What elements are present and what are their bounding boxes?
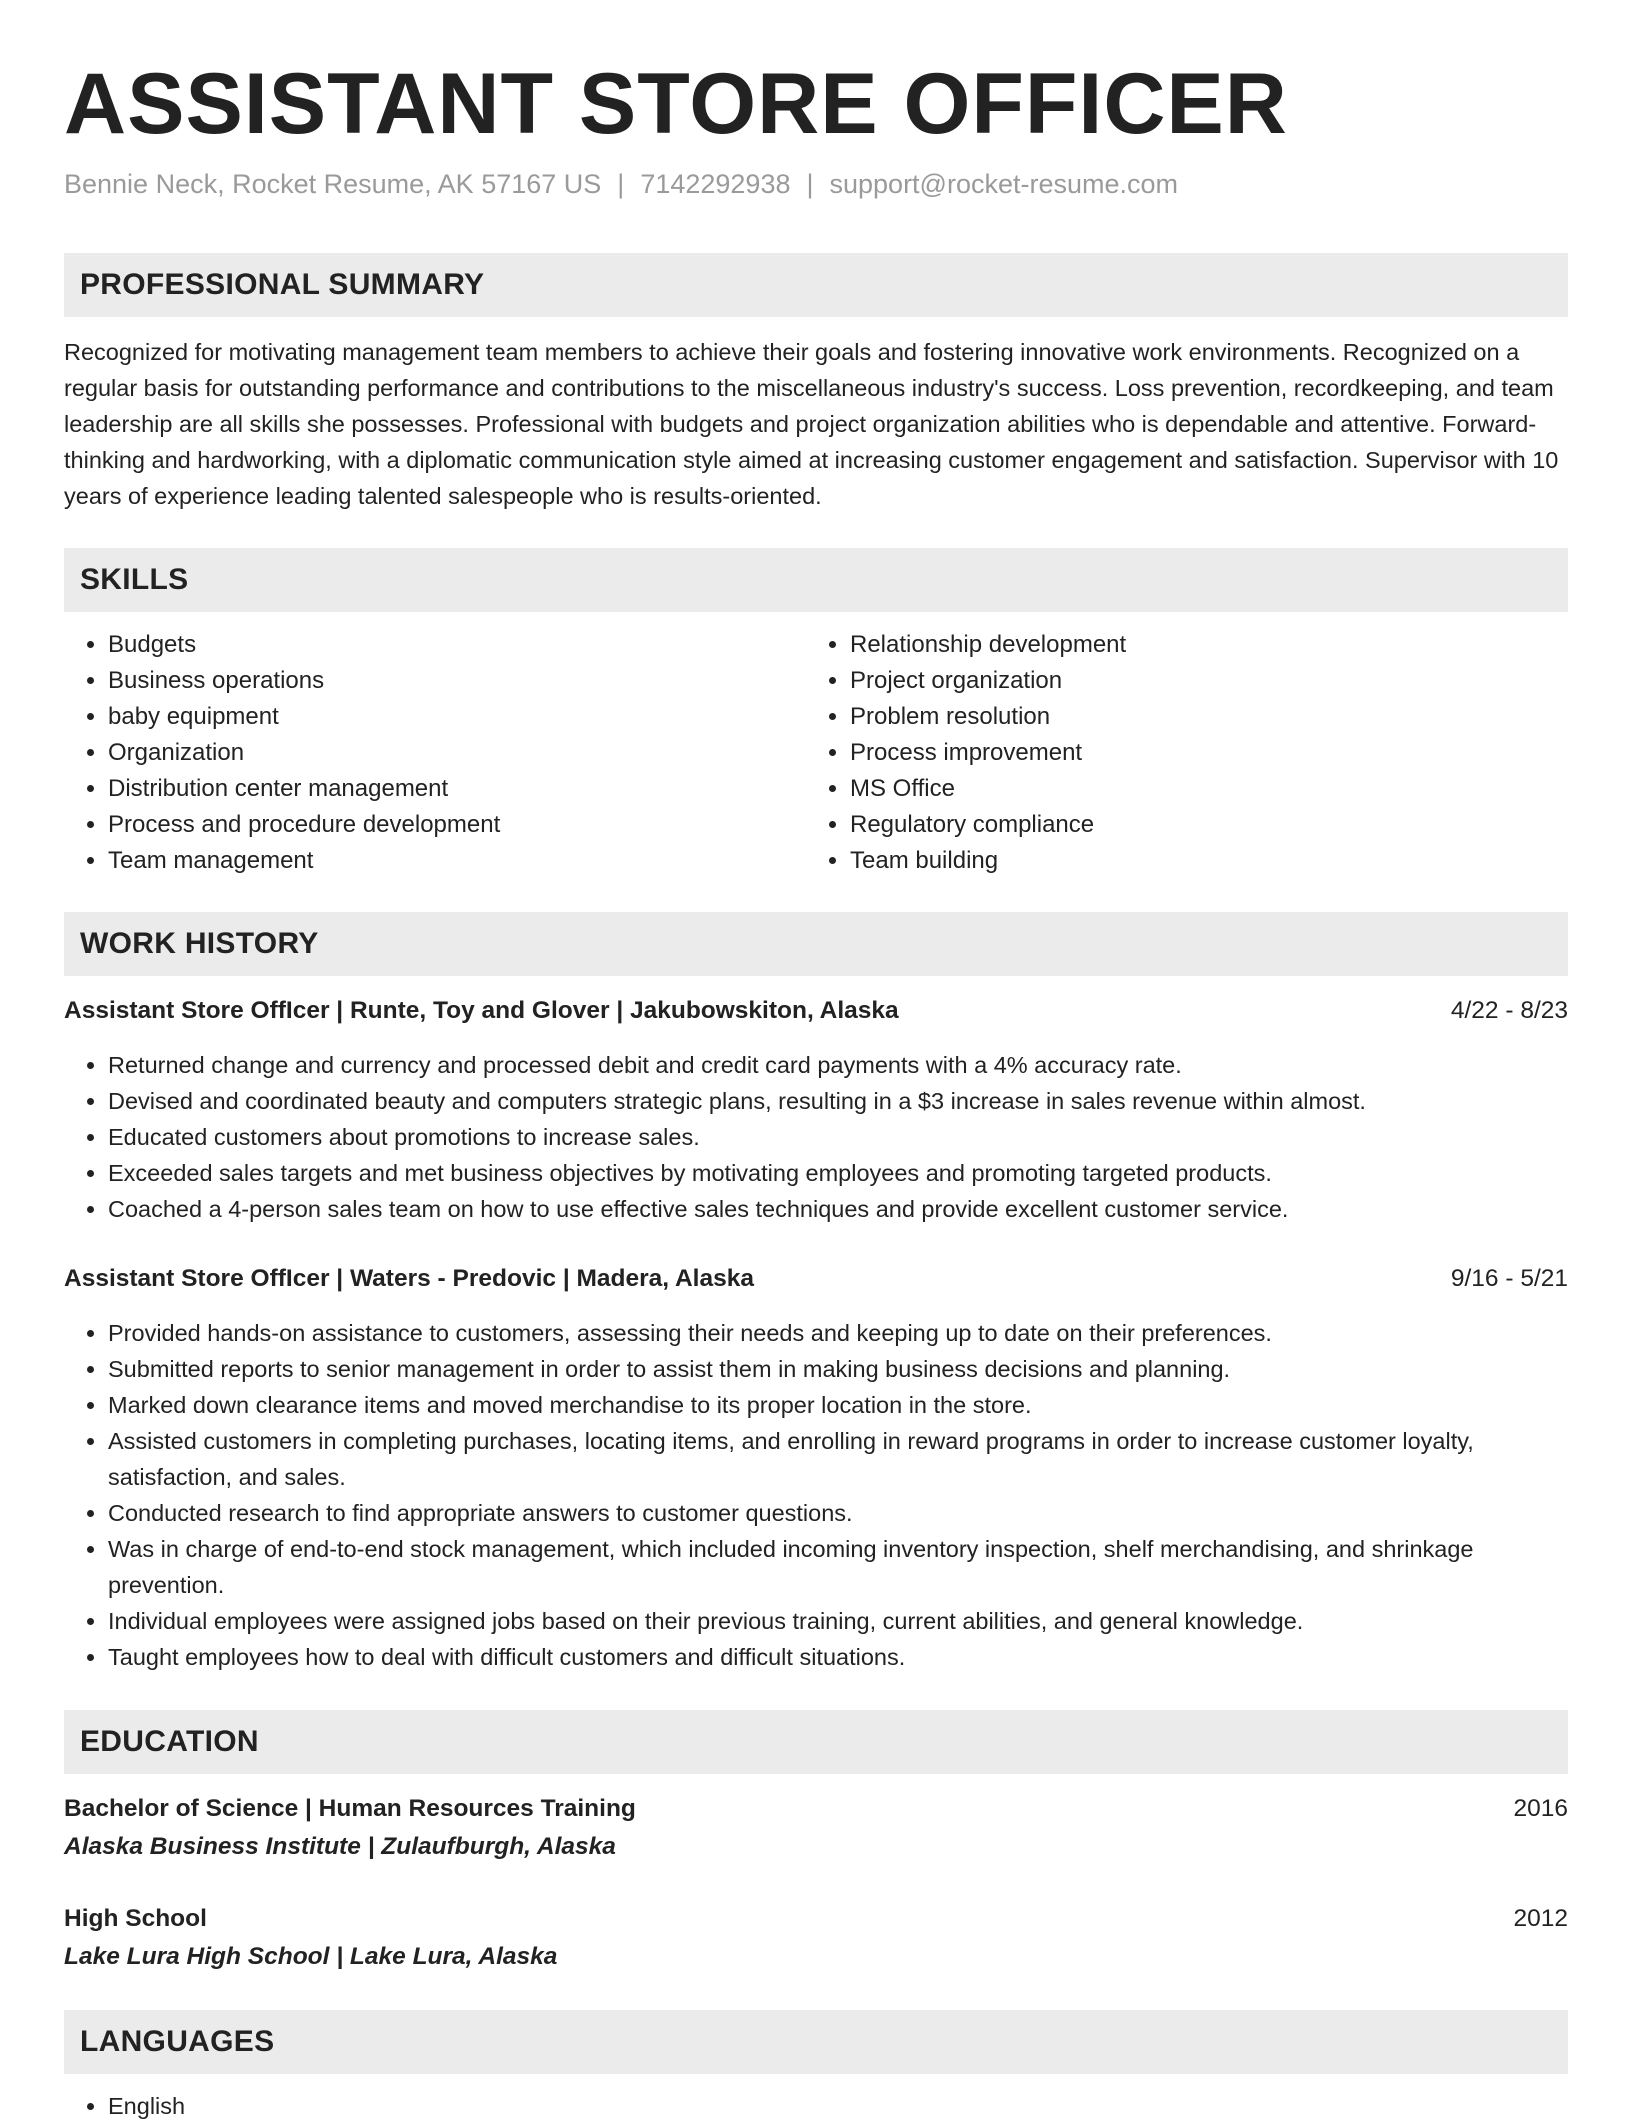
skill-item: • Team building bbox=[850, 843, 1550, 879]
job-bullet: • Exceeded sales targets and met business objectives by motivating employees and promoting targeted products. bbox=[108, 1155, 1568, 1191]
skill-item: • Process and procedure development bbox=[108, 807, 798, 843]
job-entry-header bbox=[64, 1261, 1568, 1297]
job-bullets bbox=[64, 1315, 1568, 1675]
education-degree: Bachelor of Science | Human Resources Training bbox=[64, 1795, 636, 1822]
contact-line bbox=[64, 164, 1178, 204]
contact-separator: | bbox=[806, 169, 814, 199]
education-degree: High School bbox=[64, 1905, 207, 1932]
education-entry-header bbox=[64, 1901, 1568, 1937]
section-header-skills bbox=[64, 548, 1568, 612]
section-title-languages: LANGUAGES bbox=[80, 2025, 275, 2058]
skills-list-left bbox=[64, 627, 798, 879]
job-dates: 9/16 - 5/21 bbox=[1450, 1265, 1568, 1292]
section-header-summary bbox=[64, 253, 1568, 317]
job-bullet: • Conducted research to find appropriate answers to customer questions. bbox=[108, 1495, 1568, 1531]
job-bullet: • Provided hands-on assistance to customers, assessing their needs and keeping up to date on their preferences. bbox=[108, 1315, 1568, 1351]
job-bullet: • Taught employees how to deal with difficult customers and difficult situations. bbox=[108, 1639, 1568, 1675]
skill-item: • Business operations bbox=[108, 663, 798, 699]
page-title: ASSISTANT STORE OFFICER bbox=[64, 56, 1288, 152]
skill-item: • Regulatory compliance bbox=[850, 807, 1550, 843]
contact-phone: 7142292938 bbox=[640, 169, 791, 199]
job-bullet: • Submitted reports to senior management in order to assist them in making business decisions and planning. bbox=[108, 1351, 1568, 1387]
skill-item: • MS Office bbox=[850, 771, 1550, 807]
education-year: 2012 bbox=[1513, 1905, 1568, 1932]
education-year: 2016 bbox=[1513, 1795, 1568, 1822]
job-bullet: • Was in charge of end-to-end stock management, which included incoming inventory inspection, shelf merchandising, and shrinkage prevention. bbox=[108, 1531, 1568, 1603]
contact-separator: | bbox=[617, 169, 625, 199]
job-bullet: • Assisted customers in completing purchases, locating items, and enrolling in reward programs in order to increase customer loyalty, satisfaction, and sales. bbox=[108, 1423, 1568, 1495]
skill-item: • Budgets bbox=[108, 627, 798, 663]
job-bullet: • Devised and coordinated beauty and computers strategic plans, resulting in a $3 increase in sales revenue within almost. bbox=[108, 1083, 1568, 1119]
education-school: Alaska Business Institute | Zulaufburgh, Alaska bbox=[64, 1833, 616, 1860]
skill-item: • Problem resolution bbox=[850, 699, 1550, 735]
job-bullet: • Coached a 4-person sales team on how to use effective sales techniques and provide excellent customer service. bbox=[108, 1191, 1568, 1227]
language-item: • English bbox=[108, 2088, 1568, 2124]
job-bullet: • Individual employees were assigned jobs based on their previous training, current abilities, and general knowledge. bbox=[108, 1603, 1568, 1639]
section-title-skills: SKILLS bbox=[80, 563, 189, 596]
job-title: Assistant Store OffIcer | Waters - Predovic | Madera, Alaska bbox=[64, 1265, 754, 1292]
summary-text: Recognized for motivating management team members to achieve their goals and fostering innovative work environments. Recognized on a regular basis for outstanding performance and contributions to the miscellaneous industry's success. Loss prevention, recordkeeping, and team leadership are all skills she possesses. Professional with budgets and project organization abilities who is dependable and attentive. Forward-thinking and hardworking, with a diplomatic communication style aimed at increasing customer engagement and satisfaction. Supervisor with 10 years of experience leading talented salespeople who is results-oriented. bbox=[64, 339, 1559, 509]
job-bullet: • Returned change and currency and processed debit and credit card payments with a 4% accuracy rate. bbox=[108, 1047, 1568, 1083]
skill-item: • Organization bbox=[108, 735, 798, 771]
section-title-work: WORK HISTORY bbox=[80, 927, 319, 960]
contact-email: support@rocket-resume.com bbox=[829, 169, 1179, 199]
section-title-summary: PROFESSIONAL SUMMARY bbox=[80, 268, 485, 301]
section-title-education: EDUCATION bbox=[80, 1725, 259, 1758]
job-dates: 4/22 - 8/23 bbox=[1450, 997, 1568, 1024]
section-header-work bbox=[64, 912, 1568, 976]
job-bullet: • Educated customers about promotions to increase sales. bbox=[108, 1119, 1568, 1155]
section-header-education bbox=[64, 1710, 1568, 1774]
skill-item: • Team management bbox=[108, 843, 798, 879]
skill-item: • Distribution center management bbox=[108, 771, 798, 807]
skill-item: • baby equipment bbox=[108, 699, 798, 735]
skill-item: • Relationship development bbox=[850, 627, 1550, 663]
job-bullets bbox=[64, 1047, 1568, 1227]
skill-item: • Project organization bbox=[850, 663, 1550, 699]
job-entry-header bbox=[64, 993, 1568, 1029]
job-title: Assistant Store OffIcer | Runte, Toy and Glover | Jakubowskiton, Alaska bbox=[64, 997, 899, 1024]
contact-address: Bennie Neck, Rocket Resume, AK 57167 US bbox=[64, 169, 602, 199]
skills-list-right bbox=[806, 627, 1550, 879]
skill-item: • Process improvement bbox=[850, 735, 1550, 771]
section-header-languages bbox=[64, 2010, 1568, 2074]
languages-list bbox=[64, 2088, 1568, 2124]
education-entry-header bbox=[64, 1791, 1568, 1827]
job-bullet: • Marked down clearance items and moved merchandise to its proper location in the store. bbox=[108, 1387, 1568, 1423]
education-school: Lake Lura High School | Lake Lura, Alaska bbox=[64, 1943, 558, 1970]
